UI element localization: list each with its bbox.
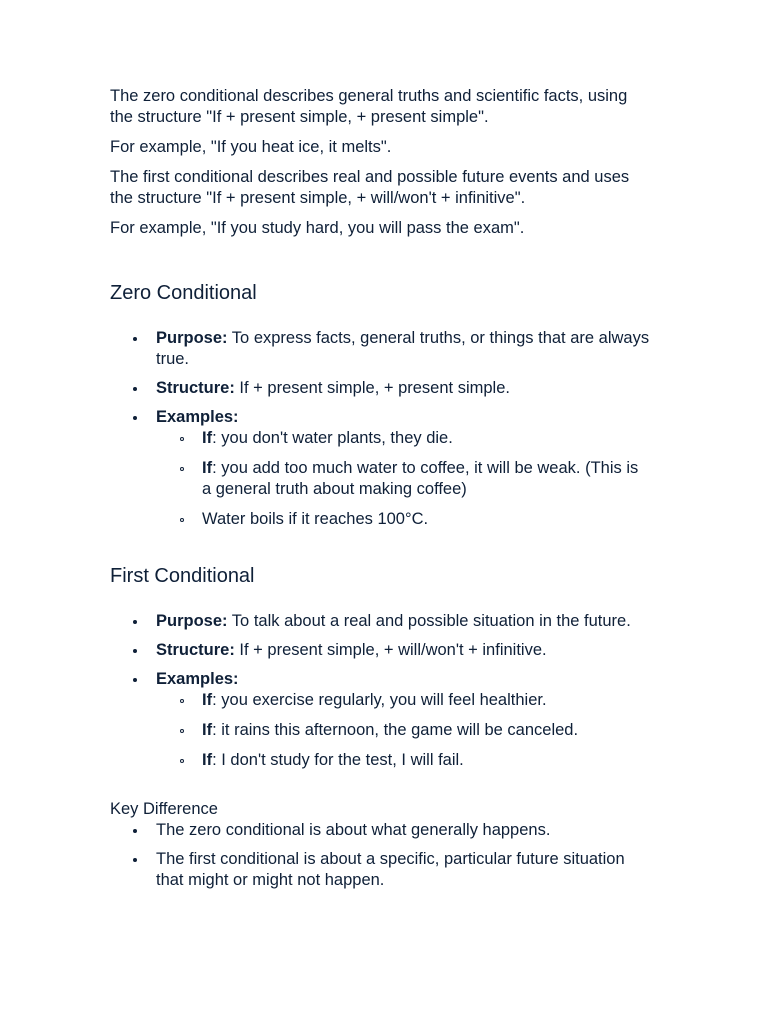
example-item [202, 750, 650, 771]
structure-label: Structure: [156, 379, 235, 397]
first-examples-list [156, 690, 650, 771]
intro-paragraph: For example, "If you heat ice, it melts". [110, 138, 392, 156]
example-text: : you exercise regularly, you will feel healthier. [212, 691, 547, 709]
key-difference-list [110, 820, 650, 891]
purpose-text: To express facts, general truths, or things that are always true. [156, 329, 650, 368]
list-item-structure [156, 640, 650, 661]
intro-paragraph: The first conditional describes real and possible future events and uses the structure "If + present simple, + will/won't + infinitive". [110, 168, 630, 207]
example-if: If [202, 429, 213, 447]
structure-text: If + present simple, + present simple. [234, 379, 510, 397]
list-item-purpose [156, 611, 650, 632]
list-item-examples [156, 669, 650, 771]
section-heading-first-conditional: First Conditional [110, 565, 255, 587]
example-if: If [202, 721, 213, 739]
example-item [202, 690, 650, 711]
structure-label: Structure: [156, 641, 235, 659]
list-item-structure [156, 378, 650, 399]
purpose-label: Purpose: [156, 329, 228, 347]
example-text: : I don't study for the test, I will fail. [212, 751, 464, 769]
example-item [202, 720, 650, 741]
examples-label: Examples: [156, 408, 239, 426]
key-difference-heading: Key Difference [110, 800, 218, 818]
example-text: : you don't water plants, they die. [212, 429, 453, 447]
document-body [110, 86, 650, 899]
example-if: If [202, 691, 213, 709]
example-item [202, 428, 650, 449]
zero-conditional-list [110, 328, 650, 530]
structure-text: If + present simple, + will/won't + infinitive. [234, 641, 547, 659]
list-item-examples [156, 407, 650, 530]
first-conditional-list [110, 611, 650, 771]
example-if: If [202, 459, 213, 477]
example-if: If [202, 751, 213, 769]
list-item-purpose [156, 328, 650, 370]
example-item [202, 509, 650, 530]
intro-paragraph: For example, "If you study hard, you will pass the exam". [110, 219, 525, 237]
examples-label: Examples: [156, 670, 239, 688]
section-heading-zero-conditional: Zero Conditional [110, 282, 257, 304]
key-difference-item: The zero conditional is about what generally happens. [156, 820, 650, 841]
intro-paragraph: The zero conditional describes general truths and scientific facts, using the structure "If + present simple, + present simple". [110, 87, 628, 126]
purpose-label: Purpose: [156, 612, 228, 630]
key-difference-item: The first conditional is about a specific, particular future situation that might or might not happen. [156, 849, 650, 891]
example-text: : it rains this afternoon, the game will be canceled. [212, 721, 579, 739]
example-item [202, 458, 650, 500]
example-text: Water boils if it reaches 100°C. [202, 510, 429, 528]
purpose-text: To talk about a real and possible situation in the future. [227, 612, 631, 630]
example-text: : you add too much water to coffee, it will be weak. (This is a general truth about making coffee) [202, 459, 639, 498]
zero-examples-list [156, 428, 650, 530]
